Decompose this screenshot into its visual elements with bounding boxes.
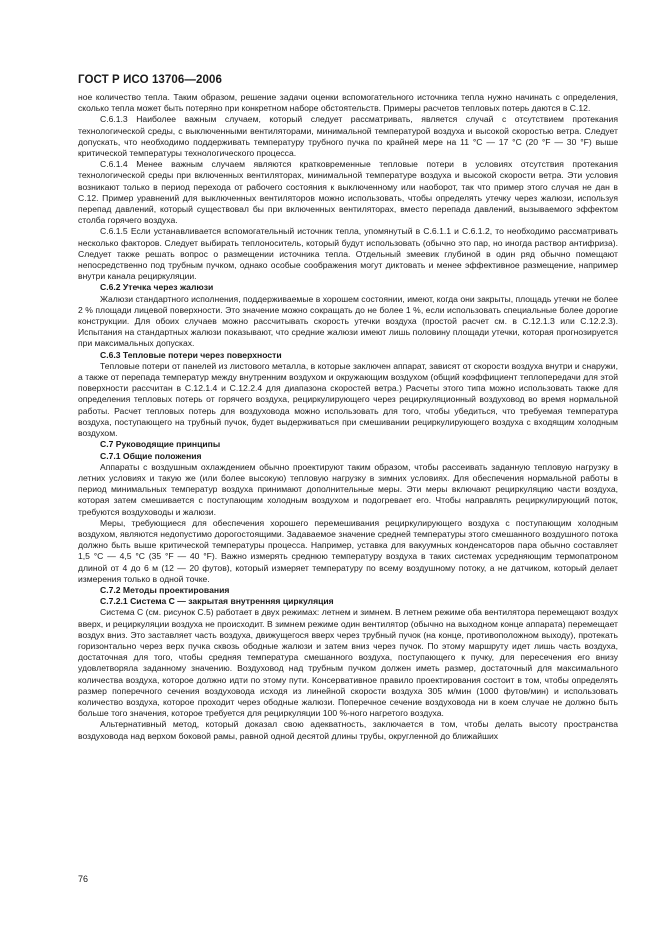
paragraph: Система С (см. рисунок С.5) работает в двух режимах: летнем и зимнем. В летнем режиме оба вентилятора перемещают воздух вверх, и рециркуляции воздуха не происходит. В зимнем режиме один вентилятор (обычно на выходном конце аппарата) перемещает воздух вниз. Это заставляет часть воздуха, движущегося вверх через трубный пучок (на конце, противоположном выходу), протекать горизонтально через верх пучка сквозь ободные жалюзи и затем вниз через пучок. По этому маршруту идет лишь часть воздуха, достаточная для того, чтобы средняя температура смешанного воздуха, поступающего к пучку, для пересечения его внизу удовлетворяла заданному значению. Воздуховод над трубным пучком должен иметь размер, достаточный для максимального количества воздуха, которое должно идти по этому пути. Консервативное правило проектирования состоит в том, чтобы определять размер поперечного сечения воздуховода исходя из линейной скорости воздуха 305 м/мин (1000 футов/мин) и использовать количество воздуха, которое проходит через ободные жалюзи. Поперечное сечение воздуховода ни в коем случае не должно быть больше того значения, которое требуется для рециркуляции 100 %-ного нагретого воздуха.	[78, 607, 618, 719]
paragraph: Аппараты с воздушным охлаждением обычно проектируют таким образом, чтобы рассеивать заданную тепловую нагрузку в летних условиях и такую же (или более высокую) тепловую нагрузку в зимних условиях. Для обеспечения нормальной работы в период минимальных температур воздуха принимают дополнительные меры. Эти меры включают рециркуляцию части воздуха, которая затем смешивается с поступающим холодным воздухом и подогревает его. Чтобы направлять рециркулирующий поток, требуются воздуховоды и жалюзи.	[78, 461, 618, 517]
section-heading: С.6.3 Тепловые потери через поверхности	[100, 349, 282, 360]
paragraph: Тепловые потери от панелей из листового металла, в которые заключен аппарат, зависят от скорости воздуха внутри и снаружи, а также от перепада температур между внутренним воздухом и окружающим воздухом (общий коэффициент теплопередачи для этой поверхности рассчитан в С.12.1.4 и С.12.2.4 для диапазона скоростей ветра.) Расчеты этого типа можно использовать также для определения тепловых потерь от горячего воздуха, рециркулирующего через рециркуляционный воздуховод во время нормальной работы. Расчет тепловых потерь для воздуховода можно использовать для того, чтобы убедиться, что требуемая температура воздуха, поступающего на трубный пучок, будет выдерживаться при смешивании рециркулирующего воздуха с входящим холодным воздухом.	[78, 360, 618, 439]
paragraph: ное количество тепла. Таким образом, решение задачи оценки вспомогательного источника тепла нужно начинать с определения, сколько тепла может быть потеряно при конкретном наборе обстоятельств. Примеры расчетов тепловых потерь даются в С.12.	[78, 92, 618, 114]
paragraph: Меры, требующиеся для обеспечения хорошего перемешивания рециркулирующего воздуха с поступающим холодным воздухом, являются недопустимо дорогостоящими. Задаваемое значение средней температуры этого смешанного воздушного потока должно быть выше критической температуры процесса. Например, уставка для вакуумных конденсаторов пара обычно составляет 1,5 °С — 4,5 °С (35 °F — 40 °F). Важно измерять среднюю температуру воздуха в таких системах усредняющим термопатроном длиной от 4 до 6 м (12 — 20 футов), который измеряет температуру по всему воздушному потоку, а не датчиком, который делает измерения только в одной точке.	[78, 517, 618, 584]
page-number: 76	[78, 874, 89, 884]
section-heading: С.7.2.1 Система С — закрытая внутренняя циркуляция	[100, 596, 334, 607]
section-heading: С.6.2 Утечка через жалюзи	[100, 282, 214, 293]
section-heading: С.7.2 Методы проектирования	[100, 584, 230, 595]
body-text	[78, 92, 618, 742]
paragraph: Жалюзи стандартного исполнения, поддерживаемые в хорошем состоянии, имеют, когда они закрыты, площадь утечки не более 2 % площади лицевой поверхности. Это значение можно сокращать до не более 1 %, если использовать специальные более дорогие конструкции. Для обоих случаев можно рассчитывать скорость утечки воздуха (простой расчет см. в С.12.1.3 или С.12.2.3). Испытания на стандартных жалюзи показывают, что средние жалюзи имеют лишь половину площади утечки, которая прогнозируется при максимальных допусках.	[78, 293, 618, 349]
paragraph: С.6.1.3 Наиболее важным случаем, который следует рассматривать, является случай с отсутствием протекания технологической среды, с выключенными вентиляторами, минимальной температурой воздуха и высокой скоростью ветра. Следует допускать, что необходимо поддерживать температуру трубного пучка по крайней мере на 11 °С — 17 °С (20 °F — 30 °F) выше критической температуры технологического процесса.	[78, 114, 618, 159]
paragraph: Альтернативный метод, который доказал свою адекватность, заключается в том, чтобы делать высоту пространства воздуховода над верхом боковой рамы, равной одной десятой длины трубы, округленной до ближайших	[78, 719, 618, 741]
section-heading: С.7.1 Общие положения	[100, 450, 202, 461]
section-heading: С.7 Руководящие принципы	[100, 439, 221, 450]
page-header: ГОСТ Р ИСО 13706—2006	[78, 74, 223, 86]
paragraph: С.6.1.5 Если устанавливается вспомогательный источник тепла, упомянутый в С.6.1.1 и С.6.1.2, то необходимо рассматривать несколько факторов. Следует выбирать теплоноситель, который будут использовать (обычно это пар, но иногда раствор антифриза). Следует также решать вопрос о размещении источника тепла. Отдельный змеевик глубиной в один ряд обычно помещают непосредственно под трубным пучком, однако особые соображения могут диктовать и менее эффективное размещение, например внутри канала рециркуляции.	[78, 226, 618, 282]
paragraph: С.6.1.4 Менее важным случаем являются кратковременные тепловые потери в условиях отсутствия протекания технологической среды при включенных вентиляторах, минимальной температуре воздуха и высокой скорости ветра. Эти условия возникают только в период перехода от рабочего состояния к выключенному или наоборот, так что пример этого случая не дан в С.12. Пример уравнений для выключенных вентиляторов можно использовать, чтобы определять утечку через жалюзи, используя перепад давлений, который существовал бы при включенных вентиляторах, вместо перепада давлений, вызываемого эффектом столба горячего воздуха.	[78, 159, 618, 226]
